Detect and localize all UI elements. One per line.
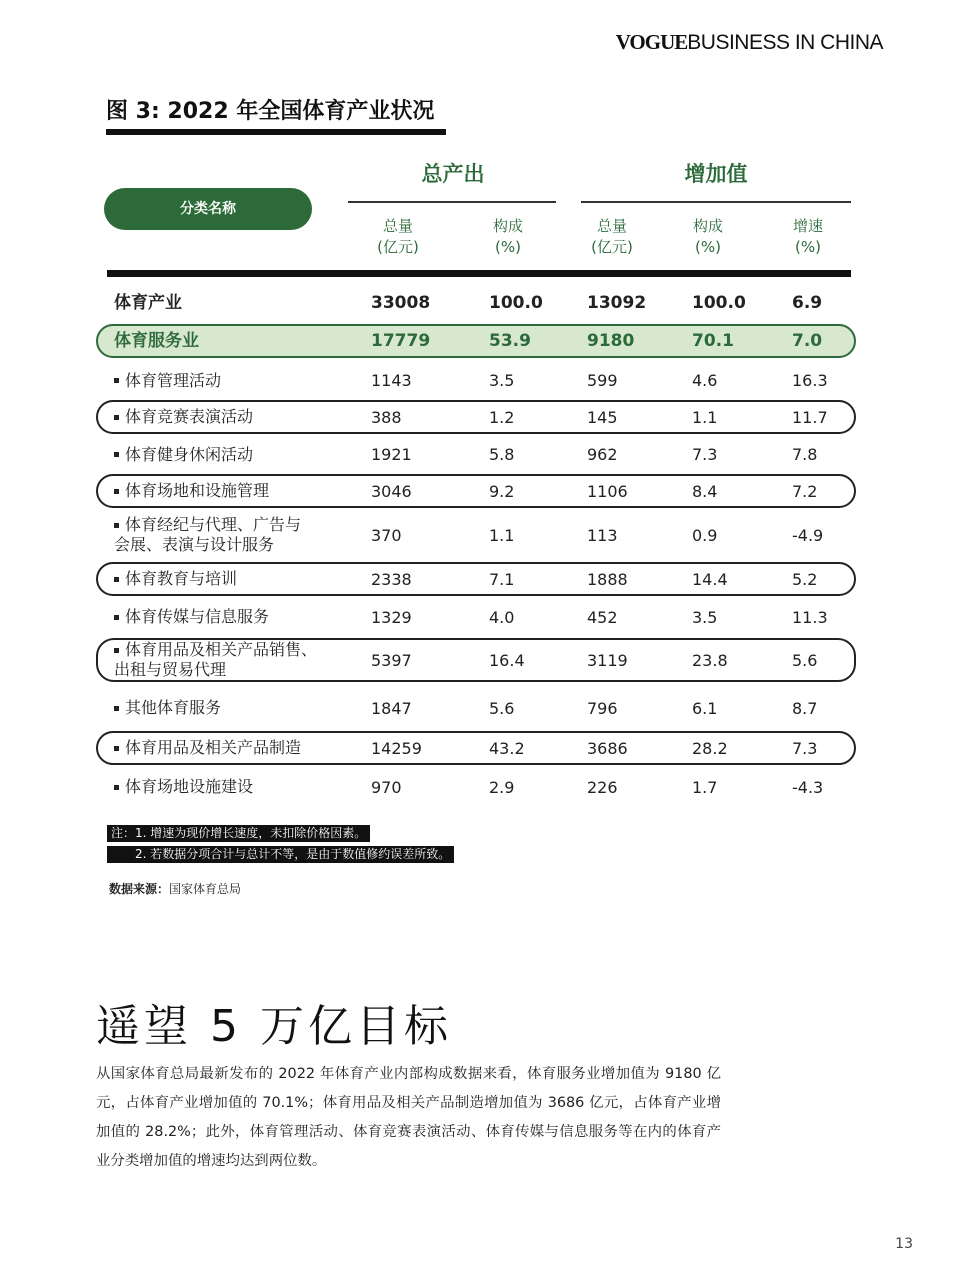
section-body: 从国家体育总局最新发布的 2022 年体育产业内部构成数据来看，体育服务业增加值为 9180 亿元，占体育产业增加值的 70.1%；体育用品及相关产品制造增加值为 3686 亿元，占体育产业增加值的 28.2%；此外，体育管理活动、体育竞赛表演活动、体育传媒与信息服务等在内的体育产业分类增加值的增速均达到两位数。 [96,1066,721,1169]
col-header-output-total-b: (亿元) [377,238,419,256]
cell-output-total: 1143 [371,371,412,390]
bullet-icon [114,577,119,582]
cell-added-total: 145 [587,407,618,427]
cell-output-share: 53.9 [489,331,531,351]
row-name-text: 其他体育服务 [125,698,222,717]
row-name [114,512,354,558]
table-header-rule [107,270,851,277]
cell-added-share: 1.7 [692,777,718,797]
cell-added-share: 6.1 [692,698,718,718]
category-header-pill: 分类名称 [104,188,312,230]
cell-output-total: 14259 [371,738,422,758]
bullet-icon [114,746,119,751]
bullet-icon [114,523,119,528]
cell-added-total: 1106 [587,481,628,501]
cell-growth: 8.7 [792,698,818,718]
cell-output-total: 17779 [371,331,431,351]
cell-added-total: 1888 [587,569,628,589]
col-header-added-total-b: (亿元) [591,238,633,256]
table-row [96,364,856,397]
row-name [114,438,354,471]
bullet-icon [114,648,119,653]
row-name [114,600,354,634]
row-name-text: 体育用品及相关产品制造 [125,738,302,757]
col-header-output-total [358,216,438,258]
col-header-added-total [572,216,652,258]
table-row [96,638,856,682]
cell-added-total: 226 [587,777,618,797]
col-header-output-total-a: 总量 [382,217,413,235]
row-name-text: 体育用品及相关产品销售、 [125,640,318,659]
bullet-icon [114,615,119,620]
table-row [96,400,856,434]
row-name [114,638,354,682]
table-row [96,731,856,765]
data-source [109,880,241,897]
cell-added-share: 4.6 [692,371,718,390]
note-2: 2. 若数据分项合计与总计不等，是由于数值修约误差所致。 [107,846,454,863]
row-name-text-line2: 会展、表演与设计服务 [114,535,275,554]
col-header-growth-a: 增速 [792,217,823,235]
col-header-output-share [468,216,548,258]
row-name [114,769,354,805]
row-name [114,731,354,765]
figure-title-underline [106,129,446,135]
cell-output-total: 1329 [371,607,412,627]
table-row [96,690,856,726]
cell-added-total: 796 [587,698,618,718]
cell-output-total: 970 [371,777,402,797]
col-header-added-share-b: (%) [695,238,721,256]
cell-added-share: 70.1 [692,331,734,351]
cell-growth: 7.8 [792,445,818,464]
cell-added-total: 3119 [587,650,628,670]
table-row [96,474,856,508]
row-name [114,364,354,397]
col-header-output-share-b: (%) [495,238,521,256]
cell-added-share: 1.1 [692,407,718,427]
table-row-sports-services [96,324,856,358]
cell-output-share: 100.0 [489,293,543,313]
table-row [96,769,856,805]
cell-output-share: 2.9 [489,777,515,797]
cell-output-share: 16.4 [489,650,525,670]
row-name-text: 体育场地和设施管理 [125,481,270,500]
cell-growth: 6.9 [792,293,823,313]
cell-growth: 7.0 [792,331,823,351]
table-row [96,562,856,596]
cell-output-share: 5.8 [489,445,515,464]
group-header-added: 增加值 [684,162,748,186]
cell-output-share: 3.5 [489,371,515,390]
table-row [96,438,856,471]
source-value: 国家体育总局 [169,882,242,896]
note-1: 注：1. 增速为现价增长速度，未扣除价格因素。 [107,825,370,842]
group-output-rule [348,201,556,203]
cell-added-total: 113 [587,525,618,545]
brand-logo [616,30,883,55]
cell-added-share: 100.0 [692,293,746,313]
cell-growth: 5.6 [792,650,818,670]
cell-added-share: 23.8 [692,650,728,670]
cell-output-total: 370 [371,525,402,545]
figure-title: 图 3: 2022 年全国体育产业状况 [106,99,435,124]
cell-output-total: 3046 [371,481,412,501]
cell-added-total: 962 [587,445,618,464]
cell-added-total: 3686 [587,738,628,758]
cell-output-share: 1.1 [489,525,515,545]
cell-output-total: 388 [371,407,402,427]
table-notes [107,825,454,867]
row-name-text: 体育健身休闲活动 [125,444,254,464]
table-row [96,600,856,634]
cell-added-share: 28.2 [692,738,728,758]
group-header-output: 总产出 [421,162,485,186]
cell-growth: 7.3 [792,738,818,758]
col-header-added-share [668,216,748,258]
cell-output-share: 7.1 [489,569,515,589]
row-name [114,324,354,358]
cell-added-share: 8.4 [692,481,718,501]
cell-output-share: 9.2 [489,481,515,501]
cell-growth: 16.3 [792,371,828,390]
bullet-icon [114,415,119,420]
row-name-text: 体育场地设施建设 [125,777,254,796]
cell-added-total: 599 [587,371,618,390]
cell-added-share: 0.9 [692,525,718,545]
brand-vogue: VOGUE [615,30,688,54]
cell-output-total: 33008 [371,293,431,313]
row-name [114,287,354,319]
cell-output-total: 5397 [371,650,412,670]
row-name-text: 体育管理活动 [125,370,222,390]
cell-output-share: 1.2 [489,407,515,427]
cell-growth: 7.2 [792,481,818,501]
cell-growth: 5.2 [792,569,818,589]
cell-output-share: 5.6 [489,698,515,718]
cell-output-total: 1921 [371,445,412,464]
cell-output-total: 1847 [371,698,412,718]
source-label: 数据来源： [109,882,170,896]
col-header-added-share-a: 构成 [692,217,723,235]
row-name [114,690,354,726]
cell-output-share: 43.2 [489,738,525,758]
row-name-text: 体育传媒与信息服务 [125,607,270,626]
bullet-icon [114,706,119,711]
cell-added-total: 452 [587,607,618,627]
row-name-text: 体育产业 [114,293,182,313]
col-header-growth-b: (%) [795,238,821,256]
section-title: 遥望 5 万亿目标 [96,1001,452,1052]
table-row-sports-industry [96,287,856,319]
bullet-icon [114,785,119,790]
cell-output-total: 2338 [371,569,412,589]
cell-growth: -4.9 [792,525,824,545]
row-name-text: 体育经纪与代理、广告与 [125,515,302,534]
cell-added-share: 14.4 [692,569,728,589]
cell-added-total: 9180 [587,331,635,351]
col-header-added-total-a: 总量 [596,217,627,235]
row-name-text: 体育教育与培训 [125,569,238,588]
page-number: 13 [895,1236,913,1252]
group-added-rule [581,201,851,203]
cell-added-share: 7.3 [692,445,718,464]
cell-growth: 11.3 [792,607,828,627]
table-row [96,512,856,558]
brand-rest: BUSINESS IN CHINA [687,31,883,54]
cell-growth: 11.7 [792,407,828,427]
row-name-text: 体育竞赛表演活动 [125,407,254,426]
cell-added-total: 13092 [587,293,647,313]
row-name [114,474,354,508]
bullet-icon [114,452,119,457]
cell-growth: -4.3 [792,777,824,797]
row-name-text-line2: 出租与贸易代理 [114,660,227,679]
row-name [114,400,354,434]
bullet-icon [114,378,119,383]
col-header-growth [768,216,848,258]
row-name [114,562,354,596]
cell-output-share: 4.0 [489,607,515,627]
bullet-icon [114,489,119,494]
cell-added-share: 3.5 [692,607,718,627]
col-header-output-share-a: 构成 [492,217,523,235]
row-name-text: 体育服务业 [114,331,199,351]
